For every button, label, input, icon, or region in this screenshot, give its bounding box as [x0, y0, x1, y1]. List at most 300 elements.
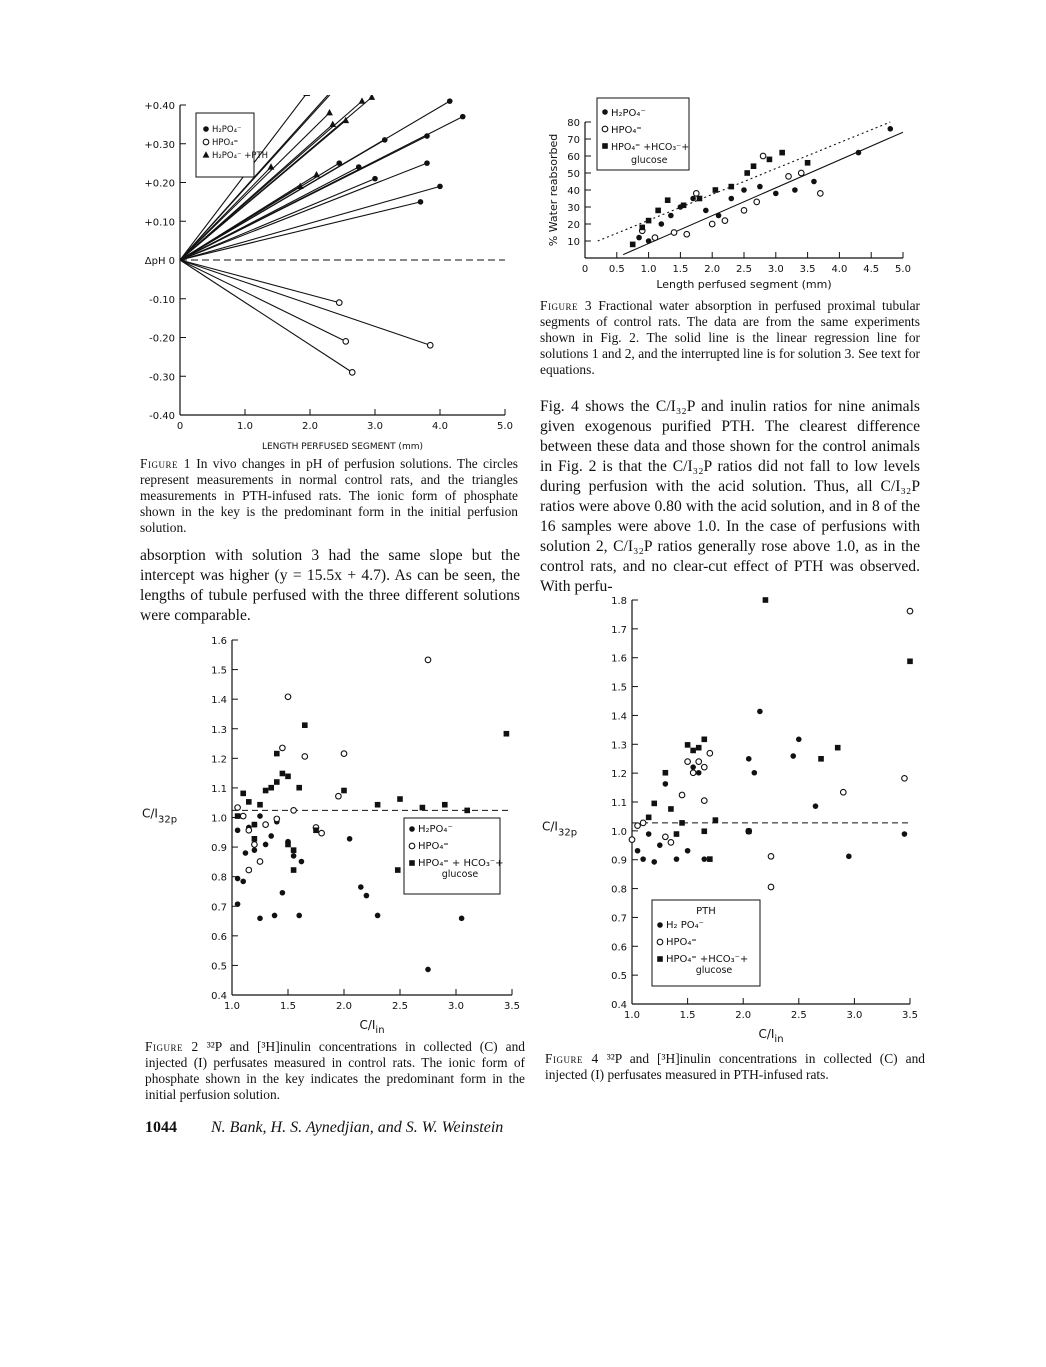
data-point	[640, 856, 646, 862]
x-tick-label: 3.0	[846, 1010, 863, 1021]
data-point	[703, 208, 709, 214]
data-point	[629, 837, 635, 843]
y-tick-label: 0.9	[211, 843, 227, 855]
y-tick-label: 1.7	[611, 624, 627, 636]
y-tick-label: 40	[567, 186, 580, 197]
data-point	[754, 199, 760, 205]
y-axis-title: % Water reabsorbed	[547, 133, 560, 247]
data-point	[707, 750, 713, 756]
data-point	[811, 179, 817, 185]
data-point	[341, 751, 347, 757]
y-axis-title: $C/I_{32p}$	[142, 806, 178, 826]
data-point	[291, 853, 297, 859]
data-point	[679, 792, 685, 798]
data-point	[701, 856, 707, 862]
x-tick-label: 3.0	[367, 421, 383, 432]
x-axis-title: Length perfused segment (mm)	[656, 278, 832, 291]
data-point	[240, 791, 246, 797]
y-tick-label: -0.40	[149, 411, 175, 422]
y-tick-label: -0.20	[149, 333, 175, 345]
footer-authors: N. Bank, H. S. Aynedjian, and S. W. Weinstein	[211, 1119, 504, 1136]
data-point	[364, 893, 370, 899]
legend-label: glucose	[631, 155, 668, 166]
data-point	[235, 805, 241, 811]
data-point	[796, 737, 802, 743]
x-tick-label: 3.5	[504, 1001, 520, 1012]
data-point	[655, 208, 661, 214]
data-point	[640, 820, 646, 826]
data-point	[701, 764, 707, 770]
legend-label: H₂PO₄⁻	[611, 108, 646, 119]
data-point	[246, 867, 252, 873]
data-point	[263, 842, 269, 848]
data-point	[459, 916, 465, 922]
figure-3-caption-text: Fractional water absorption in perfused proximal tubular segments of control rats. The data are from the same experiments shown in Fig. 2. The solid line is the linear regression line for solutions 1 and 2, and the interrupted line is for solution 3. See text for equations.	[540, 298, 920, 377]
data-point	[663, 834, 669, 840]
legend-label: HPO₄⁼ +HCO₃⁻+	[611, 142, 690, 153]
data-point	[659, 221, 665, 227]
y-tick-label: 60	[567, 152, 580, 163]
legend-marker-hpo4	[203, 139, 209, 145]
x-tick-label: 3.0	[767, 264, 784, 275]
data-point	[751, 163, 757, 169]
data-point	[696, 745, 702, 751]
legend-marker-h2po4	[657, 922, 663, 928]
y-tick-label: 0.6	[611, 942, 627, 954]
y-tick-label: 0.7	[211, 902, 227, 914]
y-tick-label: 70	[567, 135, 580, 146]
data-point	[336, 160, 342, 166]
data-point	[696, 759, 702, 765]
legend-marker-h2po4	[203, 126, 209, 132]
data-point	[302, 722, 308, 728]
legend-label: HPO₄⁼	[212, 138, 239, 148]
data-point	[856, 150, 862, 156]
y-tick-label: 0.9	[611, 855, 627, 867]
y-tick-label: 0.5	[611, 971, 627, 983]
data-point	[296, 785, 302, 791]
x-tick-label: 1.0	[237, 421, 253, 432]
page-number: 1044	[145, 1119, 177, 1136]
data-point	[341, 788, 347, 794]
data-point	[319, 830, 325, 836]
data-point	[713, 187, 719, 193]
data-point	[768, 884, 774, 890]
y-axis-title: $C/I_{32p}$	[542, 819, 578, 839]
figure-2-chart	[140, 630, 525, 1038]
x-tick-label: 4.0	[831, 264, 848, 275]
y-tick-label: ΔpH 0	[144, 256, 175, 267]
legend-label: glucose	[441, 869, 479, 880]
data-point	[646, 815, 652, 821]
x-tick-label: 2.0	[336, 1001, 352, 1012]
y-tick-label: 1.0	[211, 813, 227, 825]
y-tick-label: +0.30	[144, 139, 175, 151]
data-point	[329, 121, 336, 127]
data-point	[418, 199, 424, 205]
data-point	[639, 225, 645, 231]
data-point	[668, 806, 674, 812]
data-point	[375, 913, 381, 919]
data-point	[313, 827, 319, 833]
y-tick-label: -0.10	[149, 294, 175, 306]
data-point	[425, 967, 431, 973]
data-point	[336, 793, 342, 799]
data-point	[635, 848, 641, 854]
y-tick-label: 1.6	[611, 653, 627, 665]
data-point	[235, 876, 241, 882]
legend-marker-h2po4	[602, 109, 608, 115]
y-tick-label: 1.0	[611, 826, 627, 838]
data-point	[372, 176, 378, 182]
y-tick-label: 50	[567, 169, 580, 180]
left-body-paragraph: absorption with solution 3 had the same slope but the intercept was higher (y = 15.5x + 4.7). As can be seen, the lengths of tubule perfused with the three different solutions were comparable.	[140, 547, 520, 624]
data-point	[690, 748, 696, 754]
x-axis-title-subscript: in	[774, 1034, 784, 1045]
data-point	[424, 160, 430, 166]
data-point	[343, 339, 349, 345]
data-point	[709, 221, 715, 227]
x-tick-label: 2.0	[735, 1010, 752, 1021]
data-point	[303, 95, 310, 96]
data-point	[690, 196, 696, 202]
data-point	[274, 751, 280, 757]
data-point	[280, 771, 286, 777]
ph-change-line	[180, 260, 346, 341]
data-point	[257, 916, 263, 922]
data-point	[268, 163, 275, 169]
y-tick-label: +0.40	[144, 101, 175, 112]
data-point	[665, 197, 671, 203]
y-tick-label: 1.3	[211, 724, 227, 736]
figure-1-caption	[140, 456, 518, 536]
data-point	[246, 827, 252, 833]
x-tick-label: 3.5	[902, 1010, 918, 1021]
x-tick-label: 1.0	[624, 1010, 640, 1021]
data-point	[902, 831, 908, 837]
data-point	[757, 709, 763, 715]
data-point	[349, 370, 355, 376]
data-point	[285, 774, 291, 780]
x-tick-label: 1.5	[280, 1001, 296, 1012]
data-point	[257, 813, 263, 819]
data-point	[397, 796, 403, 802]
figure-1-chart	[130, 95, 520, 450]
data-point	[646, 238, 652, 244]
y-tick-label: 0.4	[611, 1000, 627, 1011]
legend-label: H₂PO₄⁻	[418, 824, 453, 835]
x-tick-label: 4.5	[863, 264, 880, 275]
legend-label: H₂ PO₄⁻	[666, 920, 704, 931]
data-point	[326, 109, 333, 115]
data-point	[274, 779, 280, 785]
legend-label: H₂PO₄⁻	[212, 125, 242, 135]
data-point	[746, 756, 752, 762]
data-point	[701, 798, 707, 804]
data-point	[663, 770, 669, 776]
x-tick-label: 2.0	[704, 264, 721, 275]
data-point	[252, 836, 258, 842]
data-point	[427, 342, 433, 348]
data-point	[274, 816, 280, 822]
figure-1-caption-lead: Figure 1	[140, 456, 191, 471]
x-tick-label: 0	[176, 421, 184, 432]
data-point	[252, 822, 258, 828]
figure-3-caption-lead: Figure 3	[540, 298, 593, 313]
data-point	[243, 850, 249, 856]
figure-2-caption-text: ³²P and [³H]inulin concentrations in collected (C) and injected (I) perfusates measured in control rats. The ionic form of phosphate shown in the key indicates the predominant form in the initial perfusion solution.	[145, 1039, 525, 1102]
x-tick-label: 5.0	[497, 421, 513, 432]
data-point	[741, 208, 747, 214]
data-point	[668, 213, 674, 219]
y-tick-label: 0.5	[211, 961, 227, 973]
data-point	[768, 854, 774, 860]
data-point	[651, 859, 657, 865]
x-tick-label: 2.0	[302, 421, 318, 432]
y-tick-label: +0.20	[144, 178, 175, 190]
data-point	[382, 137, 388, 143]
data-point	[835, 745, 841, 751]
figure-4-caption-lead: Figure 4	[545, 1051, 599, 1066]
data-point	[252, 842, 258, 848]
data-point	[299, 859, 305, 865]
data-point	[235, 813, 241, 819]
y-tick-label: 80	[567, 118, 580, 129]
ph-change-line	[180, 260, 430, 345]
data-point	[690, 764, 696, 770]
data-point	[240, 879, 246, 885]
figure-4-caption	[545, 1051, 925, 1083]
data-point	[420, 805, 426, 811]
legend-label: HPO₄⁼ +HCO₃⁻+	[666, 954, 749, 965]
data-point	[663, 781, 669, 787]
data-point	[779, 150, 785, 156]
y-axis-title-subscript: 32p	[557, 827, 578, 839]
data-point	[671, 230, 677, 236]
x-tick-label: 3.5	[799, 264, 816, 275]
data-point	[685, 848, 691, 854]
y-tick-label: 1.2	[211, 754, 227, 766]
y-tick-label: 1.3	[611, 740, 627, 752]
legend-marker-bicarb	[657, 956, 663, 962]
data-point	[681, 203, 687, 209]
figure-1-caption-text: In vivo changes in pH of perfusion solutions. The circles represent measurements in normal control rats, and the triangles measurements in PTH-infused rats. The ionic form of phosphate shown in the key is the predominant form in the initial perfusion solution.	[140, 456, 518, 535]
data-point	[285, 694, 291, 700]
data-point	[257, 802, 263, 808]
data-point	[447, 98, 453, 104]
data-point	[280, 890, 286, 896]
y-tick-label: 1.1	[211, 783, 227, 795]
data-point	[685, 759, 691, 765]
data-point	[728, 184, 734, 190]
data-point	[240, 813, 246, 819]
data-point	[358, 884, 364, 890]
x-tick-label: 2.5	[392, 1001, 408, 1012]
data-point	[685, 742, 691, 748]
x-axis-title-subscript: in	[375, 1025, 385, 1036]
data-point	[902, 776, 908, 782]
legend-marker-hpo4	[602, 126, 608, 132]
data-point	[359, 97, 366, 103]
data-point	[636, 235, 642, 241]
y-tick-label: 0.7	[611, 913, 627, 925]
data-point	[790, 753, 796, 759]
data-point	[302, 754, 308, 760]
data-point	[773, 191, 779, 197]
data-point	[674, 831, 680, 837]
x-tick-label: 1.5	[679, 1010, 696, 1021]
x-tick-label: 1.5	[672, 264, 689, 275]
data-point	[679, 820, 685, 826]
y-tick-label: 20	[567, 220, 580, 231]
data-point	[235, 901, 241, 907]
x-tick-label: 2.5	[790, 1010, 807, 1021]
figure-4-chart	[540, 592, 930, 1052]
y-tick-label: 1.6	[211, 636, 227, 647]
legend-label: HPO₄⁼	[666, 937, 697, 948]
legend-marker-bicarb	[409, 860, 415, 866]
data-point	[268, 785, 274, 791]
data-point	[746, 828, 752, 834]
data-point	[707, 856, 713, 862]
data-point	[395, 867, 401, 873]
data-point	[701, 828, 707, 834]
figure-3-caption	[540, 298, 920, 378]
data-point	[767, 157, 773, 163]
data-point	[460, 114, 466, 120]
y-tick-label: 1.5	[211, 665, 227, 677]
y-tick-label: +0.10	[144, 217, 175, 229]
data-point	[887, 126, 893, 132]
data-point	[728, 196, 734, 202]
legend-marker-hpo4	[409, 843, 415, 849]
data-point	[694, 191, 700, 197]
data-point	[313, 171, 320, 177]
figure-3-chart	[535, 90, 925, 300]
data-point	[635, 823, 641, 829]
data-point	[464, 808, 470, 814]
y-tick-label: 30	[567, 203, 580, 214]
data-point	[442, 802, 448, 808]
data-point	[684, 231, 690, 237]
legend-marker-hpo4	[657, 939, 663, 945]
data-point	[818, 756, 824, 762]
data-point	[263, 788, 269, 794]
y-tick-label: 1.8	[611, 596, 627, 607]
data-point	[696, 770, 702, 776]
data-point	[425, 657, 431, 663]
data-point	[263, 822, 269, 828]
data-point	[690, 770, 696, 776]
y-tick-label: 1.1	[611, 798, 627, 809]
data-point	[291, 867, 297, 873]
ph-change-line	[180, 202, 421, 260]
data-point	[907, 608, 913, 614]
x-tick-label: 3.0	[448, 1001, 464, 1012]
data-point	[763, 597, 769, 603]
figure-2-caption-lead: Figure 2	[145, 1039, 199, 1054]
data-point	[846, 854, 852, 860]
data-point	[652, 235, 658, 241]
x-axis-title: $C/I_{in}$	[758, 1027, 784, 1045]
data-point	[818, 191, 824, 197]
x-tick-label: 4.0	[432, 421, 448, 432]
ph-change-line	[180, 260, 352, 372]
data-point	[798, 170, 804, 176]
figure-4-caption-text: ³²P and [³H]inulin concentrations in collected (C) and injected (I) perfusates measured in PTH-infused rats.	[545, 1051, 925, 1082]
legend-marker-bicarb	[602, 143, 608, 149]
right-body-paragraph: Fig. 4 shows the C/I₃₂P and inulin ratios for nine animals given exogenous purified PTH. The clearest difference between these data and those shown for the control animals in Fig. 2 is that the C/I₃₂P ratios did not fall to low levels during perfusion with the acid solution. Thus, all C/I₃₂P ratios were above 0.80 with the acid solution, and in 8 of the 16 samples were above 1.0. In the case of perfusions with solution 2, C/I₃₂P ratios generally rose above 1.0, as in the control rats, and no clear-cut effect of PTH was observed. With perfu-	[540, 398, 920, 595]
data-point	[336, 300, 342, 306]
y-tick-label: 0.6	[211, 931, 227, 943]
data-point	[757, 184, 763, 190]
data-point	[296, 913, 302, 919]
data-point	[668, 840, 674, 846]
data-point	[741, 187, 747, 193]
data-point	[437, 184, 443, 190]
data-point	[760, 153, 766, 159]
data-point	[907, 658, 913, 664]
y-tick-label: 0.8	[211, 872, 227, 884]
data-point	[257, 859, 263, 865]
y-tick-label: -0.30	[149, 372, 175, 384]
data-point	[630, 242, 636, 248]
ph-change-line	[180, 175, 317, 260]
ph-change-line	[180, 179, 375, 260]
data-point	[347, 836, 353, 842]
legend-label: HPO₄⁼	[418, 841, 449, 852]
data-point	[701, 737, 707, 743]
data-point	[713, 817, 719, 823]
legend-label: glucose	[695, 965, 733, 976]
y-tick-label: 1.5	[611, 682, 627, 694]
data-point	[504, 731, 510, 737]
data-point	[716, 213, 722, 219]
legend-label: H₂PO₄⁻ +PTH	[212, 151, 269, 161]
data-point	[291, 808, 297, 814]
x-tick-label: 0.5	[608, 264, 625, 275]
data-point	[375, 802, 381, 808]
y-tick-label: 10	[567, 237, 580, 248]
legend-label: HPO₄⁼ + HCO₃⁻+	[418, 858, 504, 869]
data-point	[252, 847, 258, 853]
data-point	[646, 831, 652, 837]
ph-change-line	[180, 186, 440, 260]
x-tick-label: 5.0	[895, 264, 911, 275]
data-point	[280, 745, 286, 751]
y-tick-label: 0.8	[611, 884, 627, 896]
x-tick-label: 2.5	[736, 264, 752, 275]
page-footer	[145, 1119, 503, 1137]
data-point	[285, 842, 291, 848]
data-point	[368, 95, 375, 100]
x-axis-title: $C/I_{in}$	[359, 1018, 385, 1036]
data-point	[246, 799, 252, 805]
data-point	[813, 803, 819, 809]
data-point	[792, 187, 798, 193]
y-tick-label: 1.2	[611, 769, 627, 781]
y-tick-label: 1.4	[611, 711, 627, 723]
data-point	[268, 833, 274, 839]
data-point	[646, 218, 652, 224]
data-point	[697, 196, 703, 202]
data-point	[657, 842, 663, 848]
data-point	[752, 770, 758, 776]
data-point	[235, 827, 241, 833]
y-axis-title-subscript: 32p	[157, 814, 178, 826]
data-point	[744, 170, 750, 176]
x-tick-label: 1.0	[640, 264, 657, 275]
